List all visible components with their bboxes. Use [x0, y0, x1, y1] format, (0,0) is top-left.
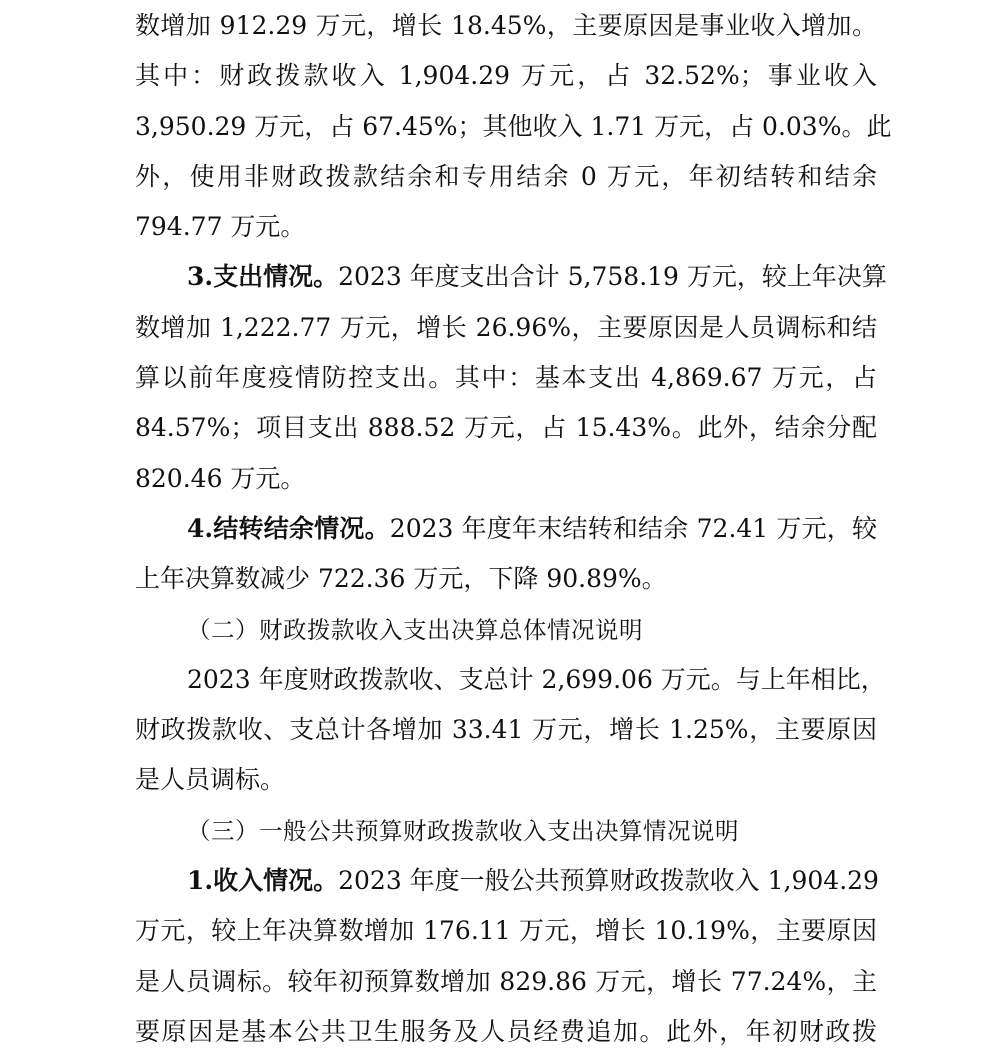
section-three-line-3: 是人员调标。较年初预算数增加 829.86 万元，增长 77.24%，主: [135, 966, 877, 996]
section-two-line-3: 是人员调标。: [135, 765, 286, 795]
expenditure-line-5: 820.46 万元。: [135, 463, 306, 493]
carryover-line-1-text: 2023 年度年末结转和结余 72.41 万元，较: [389, 513, 877, 543]
expenditure-line-4: 84.57%；项目支出 888.52 万元，占 15.43%。此外，结余分配: [135, 413, 877, 443]
section-three-heading: 1.收入情况。: [187, 866, 339, 896]
section-two-line-2: 财政拨款收、支总计各增加 33.41 万元，增长 1.25%，主要原因: [135, 715, 877, 745]
expenditure-line-2: 数增加 1,222.77 万元，增长 26.96%，主要原因是人员调标和结: [135, 312, 877, 342]
income-line-2: 其中：财政拨款收入 1,904.29 万元，占 32.52%；事业收入: [135, 61, 877, 91]
document-page: [135, 0, 892, 1057]
income-line-3: 3,950.29 万元，占 67.45%；其他收入 1.71 万元，占 0.03%。此: [135, 111, 892, 141]
income-line-4: 外，使用非财政拨款结余和专用结余 0 万元，年初结转和结余: [135, 161, 877, 191]
section-two-title: （二）财政拨款收入支出决算总体情况说明: [187, 615, 643, 644]
carryover-heading: 4.结转结余情况。: [187, 513, 390, 543]
carryover-line-1: [135, 504, 877, 554]
section-three-line-1: [135, 856, 877, 906]
carryover-line-2: 上年决算数减少 722.36 万元，下降 90.89%。: [135, 564, 667, 594]
section-two-line-1: 2023 年度财政拨款收、支总计 2,699.06 万元。与上年相比，: [187, 664, 886, 694]
expenditure-heading: 3.支出情况。: [187, 262, 339, 292]
section-three-line-2: 万元，较上年决算数增加 176.11 万元，增长 10.19%，主要原因: [135, 916, 877, 946]
income-line-1: 数增加 912.29 万元，增长 18.45%，主要原因是事业收入增加。: [135, 11, 877, 40]
expenditure-line-1-text: 2023 年度支出合计 5,758.19 万元，较上年决算: [338, 262, 887, 292]
income-line-5: 794.77 万元。: [135, 212, 306, 242]
expenditure-line-1: [135, 252, 887, 302]
section-three-line-1-text: 2023 年度一般公共预算财政拨款收入 1,904.29: [338, 866, 879, 896]
expenditure-line-3: 算以前年度疫情防控支出。其中：基本支出 4,869.67 万元，占: [135, 363, 877, 393]
section-three-title: （三）一般公共预算财政拨款收入支出决算情况说明: [187, 816, 739, 845]
section-three-line-4: 要原因是基本公共卫生服务及人员经费追加。此外，年初财政拨: [135, 1016, 877, 1046]
